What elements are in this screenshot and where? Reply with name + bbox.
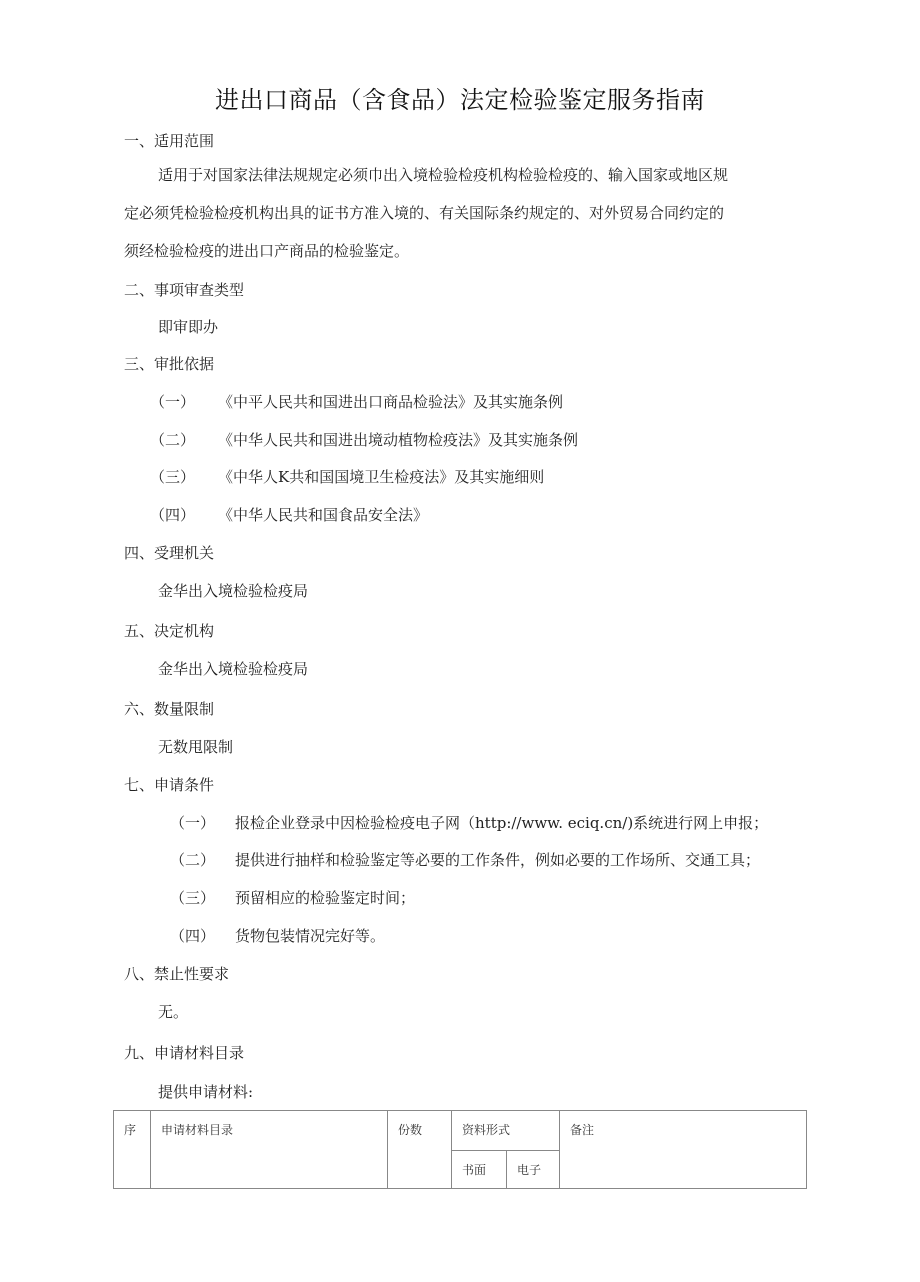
deciding-authority-text: 金华出入境检验检疫局 xyxy=(158,660,309,678)
prohibitions-text: 无。 xyxy=(158,1003,189,1021)
basis-item-index: （三） xyxy=(150,468,196,486)
basis-item-text: 《中平人民共和国进出口商品检验法》及其实施条例 xyxy=(218,393,564,411)
quantity-limit-text: 无数甩限制 xyxy=(158,738,234,756)
condition-item-index: （三） xyxy=(170,889,216,907)
col-header-material-name: 申请材料目录 xyxy=(151,1111,388,1189)
section-heading-basis: 三、审批依据 xyxy=(124,355,215,373)
materials-table xyxy=(113,1110,807,1189)
col-header-remark: 备注 xyxy=(560,1111,807,1189)
table-header-row xyxy=(114,1111,807,1151)
section-heading-quantity-limit: 六、数量限制 xyxy=(124,700,215,718)
col-header-copies: 份数 xyxy=(388,1111,452,1189)
condition-item-text: 货物包装情况完好等。 xyxy=(235,927,386,945)
condition-item xyxy=(170,849,760,870)
section-heading-materials: 九、申请材料目录 xyxy=(124,1044,245,1062)
review-type-text: 即审即办 xyxy=(158,318,219,336)
basis-item-index: （四） xyxy=(150,506,196,524)
basis-item-index: （一） xyxy=(150,393,196,411)
section-heading-deciding-authority: 五、决定机构 xyxy=(124,622,215,640)
condition-item xyxy=(170,925,385,946)
section-heading-review-type: 二、事项审查类型 xyxy=(124,281,245,299)
col-subheader-electronic: 电子 xyxy=(507,1151,560,1189)
scope-line-3: 须经检验检疫的进出口产商品的检验鉴定。 xyxy=(124,242,410,260)
condition-item-text: 报检企业登录中因检验检疫电子网（http://www. eciq.cn/)系统进行网上申报； xyxy=(235,814,769,832)
condition-item-index: （一） xyxy=(170,814,216,832)
basis-item-index: （二） xyxy=(150,431,196,449)
basis-item xyxy=(150,466,544,487)
col-header-seq: 序 xyxy=(114,1111,151,1189)
basis-item-text: 《中华人K共和国国境卫生检疫法》及其实施细则 xyxy=(218,468,545,486)
section-heading-accepting-authority: 四、受理机关 xyxy=(124,544,215,562)
section-heading-prohibitions: 八、禁止性要求 xyxy=(124,965,230,983)
condition-item-text: 预留相应的检验鉴定时间； xyxy=(235,889,416,907)
section-heading-scope: 一、适用范围 xyxy=(124,132,215,150)
col-subheader-paper: 书面 xyxy=(452,1151,507,1189)
scope-paragraph xyxy=(124,156,784,270)
materials-intro-text: 提供申请材料: xyxy=(158,1083,254,1101)
basis-item-text: 《中华人民共和国食品安全法》 xyxy=(218,506,429,524)
condition-item-index: （二） xyxy=(170,851,216,869)
condition-item-text: 提供进行抽样和检验鉴定等必要的工作条件，例如必要的工作场所、交通工具； xyxy=(235,851,761,869)
condition-item xyxy=(170,887,415,908)
basis-item xyxy=(150,429,578,450)
condition-item xyxy=(170,812,768,833)
basis-item xyxy=(150,391,563,412)
col-header-form: 资料形式 xyxy=(452,1111,560,1151)
accepting-authority-text: 金华出入境检验检疫局 xyxy=(158,582,309,600)
basis-item xyxy=(150,504,428,525)
basis-item-text: 《中华人民共和国进出境动植物检疫法》及其实施条例 xyxy=(218,431,579,449)
section-heading-conditions: 七、申请条件 xyxy=(124,776,215,794)
scope-line-2: 定必须凭检验检疫机构出具的证书方准入境的、有关国际条约规定的、对外贸易合同约定的 xyxy=(124,204,725,222)
condition-item-index: （四） xyxy=(170,927,216,945)
scope-line-1: 适用于对国家法律法规规定必须巾出入境检验检疫机构检验检疫的、输入国家或地区规 xyxy=(158,166,729,184)
page-title: 进出口商品（含食品）法定检验鉴定服务指南 xyxy=(215,86,705,114)
